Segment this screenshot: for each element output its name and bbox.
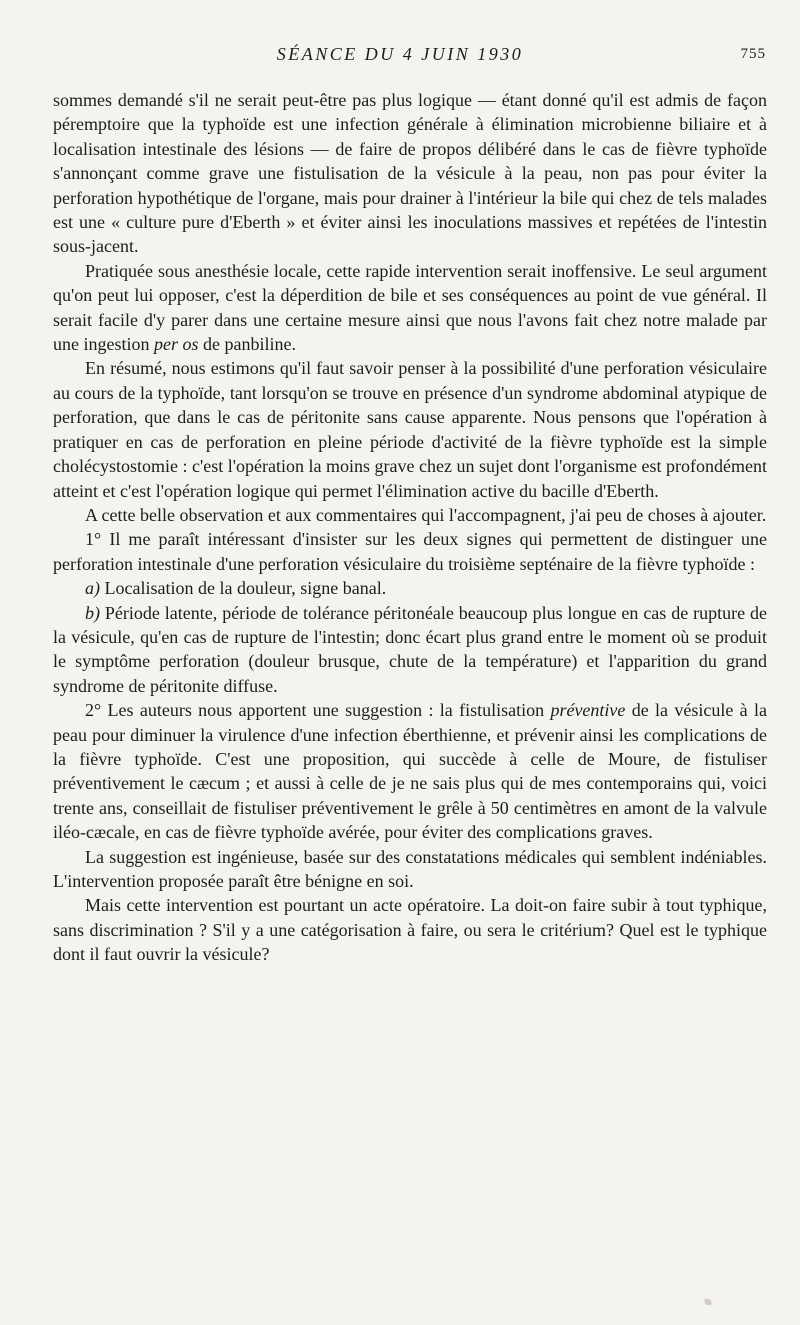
paragraph-text: Mais cette intervention est pourtant un acte opératoire. La doit-on faire subir à tout typhique, sans discrimination ? S'il y a une catégorisation à faire, ou sera le critérium? Quel est le typhique dont il faut ouvrir la vésicule?	[53, 895, 767, 965]
paragraph	[53, 845, 767, 894]
paragraph	[53, 259, 767, 357]
paragraph-text: A cette belle observation et aux commentaires qui l'accompagnent, j'ai peu de choses à ajouter.	[85, 504, 767, 525]
page-header	[0, 44, 800, 70]
paragraph-text: 2° Les auteurs nous apportent une suggestion : la fistulisation	[85, 700, 551, 721]
list-item	[53, 601, 767, 699]
paragraph-text: La suggestion est ingénieuse, basée sur des constatations médicales qui semblent indéniables. L'intervention proposée paraît être bénigne en soi.	[53, 846, 767, 891]
paragraph-continuation	[53, 88, 767, 259]
paragraph	[53, 503, 767, 527]
body-text	[53, 88, 767, 967]
paragraph-text: Localisation de la douleur, signe banal.	[100, 578, 387, 599]
paper-spot	[703, 1297, 713, 1307]
paragraph-text: sommes demandé s'il ne serait peut-être pas plus logique — étant donné qu'il est admis de façon péremptoire que la typhoïde est une infection générale à élimination microbienne biliaire et à localisation intestinale des lésions — de faire de propos délibéré dans le cas de fièvre typhoïde s'annonçant comme grave une fistulisation de la vésicule à la peau, non pas pour éviter la perforation hypothétique de l'organe, mais pour drainer à l'intérieur la bile qui chez de tels malades est une « culture pure d'Eberth » et éviter ainsi les inoculations massives et repétées de l'intestin sous-jacent.	[53, 90, 767, 257]
running-title: SÉANCE DU 4 JUIN 1930	[276, 44, 524, 64]
paragraph-text: Période latente, période de tolérance péritonéale beaucoup plus longue en cas de rupture de la vésicule, qu'en cas de rupture de l'intestin; donc écart plus grand entre le moment où se produit le symptôme perforation (douleur brusque, chute de la température) et l'apparition du grand syndrome de péritonite diffuse.	[53, 602, 767, 696]
latin-term: per os	[154, 334, 199, 355]
list-item	[53, 576, 767, 600]
paragraph	[53, 527, 767, 576]
paragraph-text: Pratiquée sous anesthésie locale, cette rapide intervention serait inoffensive. Le seul argument qu'on peut lui opposer, c'est la déperdition de bile et ses conséquences au point de vue général. Il serait facile d'y parer dans une certaine mesure ainsi que nous l'avons fait chez notre malade par une ingestion	[53, 260, 767, 355]
page-number: 755	[740, 46, 766, 62]
paragraph-text: 1° Il me paraît intéressant d'insister sur les deux signes qui permettent de distinguer une perforation intestinale d'une perforation vésiculaire du troisième septénaire de la fièvre typhoïde :	[53, 529, 767, 574]
paragraph-text: En résumé, nous estimons qu'il faut savoir penser à la possibilité d'une perforation vésiculaire au cours de la typhoïde, tant lorsqu'on se trouve en présence d'un syndrome abdominal atypique de perforation, que dans le cas de péritonite sans cause apparente. Nous pensons que l'opération à pratiquer en cas de perforation en pleine période d'activité de la fièvre typhoïde est la simple cholécystostomie : c'est l'opération la moins grave chez un sujet dont l'organisme est profondément atteint et c'est l'opération logique qui permet l'élimination active du bacille d'Eberth.	[53, 358, 767, 501]
paragraph	[53, 356, 767, 502]
emphasized-term: préventive	[550, 700, 626, 721]
paragraph-text: de panbiline.	[198, 334, 296, 355]
list-marker: a)	[85, 578, 100, 599]
paragraph-text: de la vésicule à la peau pour diminuer la virulence d'une infection éberthienne, et prévenir ainsi les complications de la fièvre typhoïde. C'est une proposition, qui succède à celle de Moure, de fistuliser préventivement le cæcum ; et aussi à celle de je ne sais plus qui de mes contemporains qui, voici trente ans, conseillait de fistuliser préventivement le grêle à 50 centimètres en amont de la valvule iléo-cæcale, en cas de fièvre typhoïde avérée, pour éviter des complications graves.	[53, 700, 767, 843]
list-marker: b)	[85, 602, 100, 623]
paragraph	[53, 698, 767, 844]
paragraph	[53, 893, 767, 966]
